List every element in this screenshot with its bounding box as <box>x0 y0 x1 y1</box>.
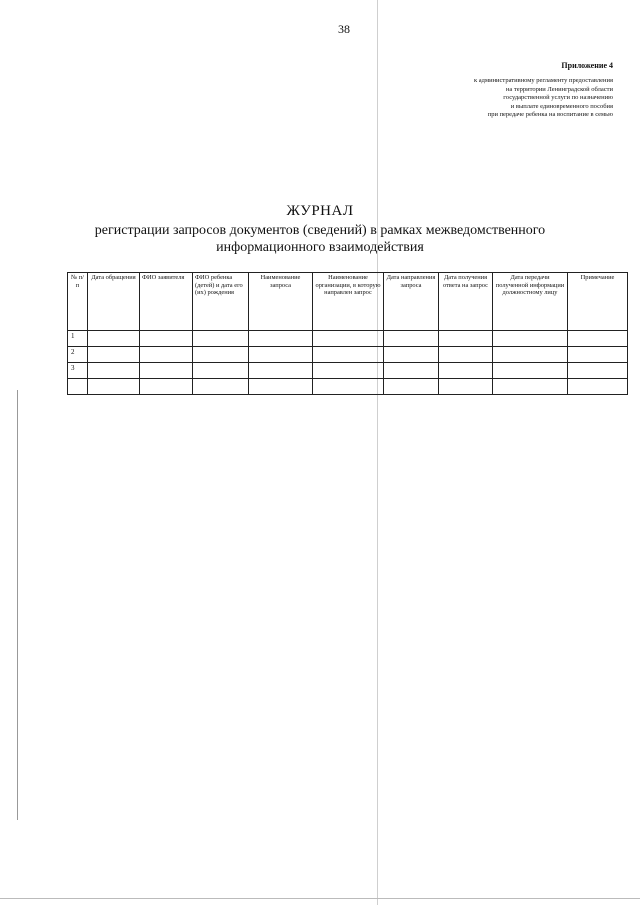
table-cell <box>493 331 568 347</box>
table-cell <box>568 347 628 363</box>
table-cell <box>384 331 439 347</box>
table-cell <box>439 331 493 347</box>
column-header: ФИО ребенка (детей) и дата его (их) рождения <box>193 273 249 331</box>
table-cell <box>493 363 568 379</box>
scan-edge-line <box>17 390 18 820</box>
row-number <box>68 379 88 395</box>
table-cell <box>88 379 140 395</box>
table-cell <box>140 331 193 347</box>
appendix-note-line: государственной услуги по назначению <box>503 94 613 101</box>
table-cell <box>439 347 493 363</box>
row-number: 3 <box>68 363 88 379</box>
table-cell <box>384 363 439 379</box>
table-cell <box>493 347 568 363</box>
column-header: № п/п <box>68 273 88 331</box>
journal-subtitle-line: информационного взаимодействия <box>216 240 424 255</box>
appendix-note-line: к административному регламенту предоставления <box>474 77 613 84</box>
column-header: ФИО заявителя <box>140 273 193 331</box>
column-header: Дата обращения <box>88 273 140 331</box>
row-number: 1 <box>68 331 88 347</box>
appendix-note-line: при передаче ребенка на воспитание в семью <box>487 111 613 118</box>
column-header: Примечание <box>568 273 628 331</box>
scan-bottom-line <box>0 898 640 899</box>
table-cell <box>249 363 313 379</box>
table-cell <box>313 379 384 395</box>
table-cell <box>88 363 140 379</box>
journal-title: ЖУРНАЛ <box>286 203 354 219</box>
row-number: 2 <box>68 347 88 363</box>
table-cell <box>568 363 628 379</box>
table-cell <box>88 331 140 347</box>
table-row <box>68 363 628 379</box>
column-header: Дата передачи полученной информации должностному лицу <box>493 273 568 331</box>
table-cell <box>193 363 249 379</box>
page-number: 38 <box>338 22 350 36</box>
table-cell <box>568 379 628 395</box>
table-row <box>68 347 628 363</box>
table-cell <box>568 331 628 347</box>
journal-subtitle <box>60 222 580 256</box>
appendix-note-line: на территории Ленинградской области <box>505 85 613 93</box>
table-cell <box>493 379 568 395</box>
table-row <box>68 331 628 347</box>
table-row <box>68 379 628 395</box>
table-cell <box>249 347 313 363</box>
table-cell <box>140 379 193 395</box>
scan-fold-line <box>377 0 378 905</box>
table-cell <box>193 379 249 395</box>
table-header-row <box>68 273 628 331</box>
table-cell <box>313 347 384 363</box>
column-header: Наименование организации, в которую направлен запрос <box>313 273 384 331</box>
table-cell <box>88 347 140 363</box>
appendix-note <box>353 77 613 120</box>
table-cell <box>249 379 313 395</box>
table-cell <box>249 331 313 347</box>
journal-subtitle-line: регистрации запросов документов (сведений) в рамках межведомственного <box>94 223 546 238</box>
column-header: Дата направления запроса <box>384 273 439 331</box>
column-header: Наименование запроса <box>249 273 313 331</box>
table-cell <box>140 363 193 379</box>
table-cell <box>439 379 493 395</box>
appendix-note-line: и выплате единовременного пособия <box>510 102 613 110</box>
table-cell <box>313 331 384 347</box>
table-cell <box>193 331 249 347</box>
table-cell <box>140 347 193 363</box>
table-cell <box>384 379 439 395</box>
column-header: Дата получения ответа на запрос <box>439 273 493 331</box>
table-cell <box>193 347 249 363</box>
table-cell <box>439 363 493 379</box>
journal-table <box>67 272 628 395</box>
table-cell <box>384 347 439 363</box>
table-cell <box>313 363 384 379</box>
appendix-title: Приложение 4 <box>561 61 613 70</box>
